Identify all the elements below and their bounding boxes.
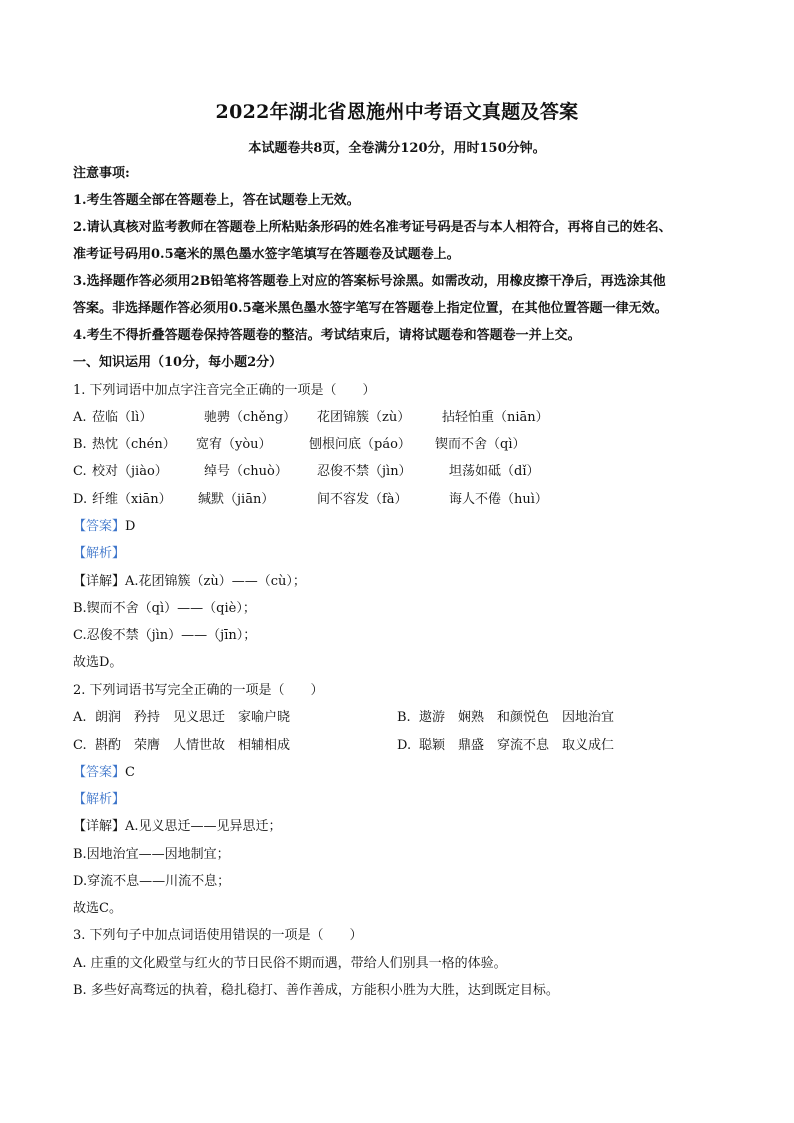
- option-letter: A.: [73, 710, 87, 725]
- detail-tag: 【详解】: [73, 819, 126, 834]
- option-item: 间不容发（fà）: [317, 492, 408, 507]
- detail-line: 故选D。: [73, 655, 123, 670]
- detail-line: D.穿流不息——川流不息；: [73, 874, 231, 889]
- detail-row: [73, 818, 282, 836]
- option-item: 刨根问底（páo）: [309, 437, 411, 452]
- answer-tag: 【答案】: [73, 765, 126, 780]
- option-letter: D.: [73, 492, 88, 507]
- analysis-tag: 【解析】: [73, 546, 126, 561]
- notice-item: 2.请认真核对监考教师在答题卷上所粘贴条形码的姓名准考证号码是否与本人相符合，再将自己的姓名、: [73, 220, 672, 235]
- option-item: 忍俊不禁（jìn）: [317, 464, 412, 479]
- option-item: 纤维（xiān）: [92, 492, 172, 507]
- question-stem: 1. 下列词语中加点字注音完全正确的一项是（ ）: [73, 383, 376, 398]
- option-letter: B.: [397, 710, 411, 725]
- option-item: 花团锦簇（zù）: [317, 410, 411, 425]
- option-item: 诲人不倦（huì）: [449, 492, 548, 507]
- question-stem: 3. 下列句子中加点词语使用错误的一项是（ ）: [73, 928, 363, 943]
- page-subtitle: 本试题卷共8页，全卷满分120分，用时150分钟。: [248, 141, 546, 156]
- option: [397, 709, 614, 727]
- option-item: 校对（jiào）: [92, 464, 168, 479]
- answer-value: D: [125, 519, 136, 534]
- option-letter: C.: [73, 464, 87, 479]
- option-item: 拈轻怕重（niān）: [442, 410, 549, 425]
- option-text: 聪颖 鼎盛 穿流不息 取义成仁: [419, 738, 615, 753]
- option-item: 热忱（chén）: [92, 437, 176, 452]
- option-text: 朗润 矜持 见义思迁 家喻户晓: [95, 710, 291, 725]
- detail-line: C.忍俊不禁（jìn）——（jīn）；: [73, 628, 257, 643]
- notice-item: 3.选择题作答必须用2B铅笔将答题卷上对应的答案标号涂黑。如需改动，用橡皮擦干净后，再选涂其他: [73, 274, 666, 289]
- option-letter: B.: [73, 437, 87, 452]
- question-stem: 2. 下列词语书写完全正确的一项是（ ）: [73, 683, 324, 698]
- notice-item: 4.考生不得折叠答题卷保持答题卷的整洁。考试结束后，请将试题卷和答题卷一并上交。: [73, 328, 581, 343]
- option-item: 坦荡如砥（dǐ）: [449, 464, 540, 479]
- option-letter: D.: [397, 738, 412, 753]
- option-text: 斟酌 荣膺 人情世故 相辅相成: [95, 738, 291, 753]
- option: [73, 737, 290, 755]
- option: [397, 737, 614, 755]
- answer-row: [73, 518, 135, 536]
- option-item: 绰号（chuò）: [204, 464, 288, 479]
- answer-row: [73, 764, 135, 782]
- option: B. 多些好高骛远的执着，稳扎稳打、善作善成，方能积小胜为大胜，达到既定目标。: [73, 983, 559, 998]
- detail-row: [73, 573, 306, 591]
- notice-heading: 注意事项:: [73, 166, 130, 181]
- analysis-tag: 【解析】: [73, 792, 126, 807]
- page-title: 2022年湖北省恩施州中考语文真题及答案: [215, 101, 579, 123]
- detail-text: A.见义思迁——见异思迁；: [125, 819, 282, 834]
- detail-tag: 【详解】: [73, 574, 126, 589]
- option-item: 宽宥（yòu）: [196, 437, 272, 452]
- option-item: 缄默（jiān）: [198, 492, 275, 507]
- option: [73, 709, 290, 727]
- detail-line: 故选C。: [73, 901, 122, 916]
- section-heading: 一、知识运用（10分，每小题2分）: [73, 355, 283, 370]
- detail-line: B.因地治宜——因地制宜；: [73, 847, 230, 862]
- option-letter: C.: [73, 738, 87, 753]
- option-item: 莅临（lì）: [92, 410, 153, 425]
- option-item: 驰骋（chěng）: [204, 410, 297, 425]
- detail-text: A.花团锦簇（zù）——（cù）；: [125, 574, 306, 589]
- option-letter: A.: [73, 410, 87, 425]
- detail-line: B.锲而不舍（qì）——（qiè）；: [73, 601, 256, 616]
- notice-item: 准考证号码用0.5毫米的黑色墨水签字笔填写在答题卷及试题卷上。: [73, 247, 460, 262]
- option: A. 庄重的文化殿堂与红火的节日民俗不期而遇，带给人们别具一格的体验。: [73, 956, 507, 971]
- notice-item: 1.考生答题全部在答题卷上，答在试题卷上无效。: [73, 193, 360, 208]
- option-item: 锲而不舍（qì）: [435, 437, 526, 452]
- answer-value: C: [125, 765, 135, 780]
- notice-item: 答案。非选择题作答必须用0.5毫米黑色墨水签字笔写在答题卷上指定位置，在其他位置答题一律无效。: [73, 301, 668, 316]
- option-text: 遨游 娴熟 和颜悦色 因地治宜: [419, 710, 615, 725]
- answer-tag: 【答案】: [73, 519, 126, 534]
